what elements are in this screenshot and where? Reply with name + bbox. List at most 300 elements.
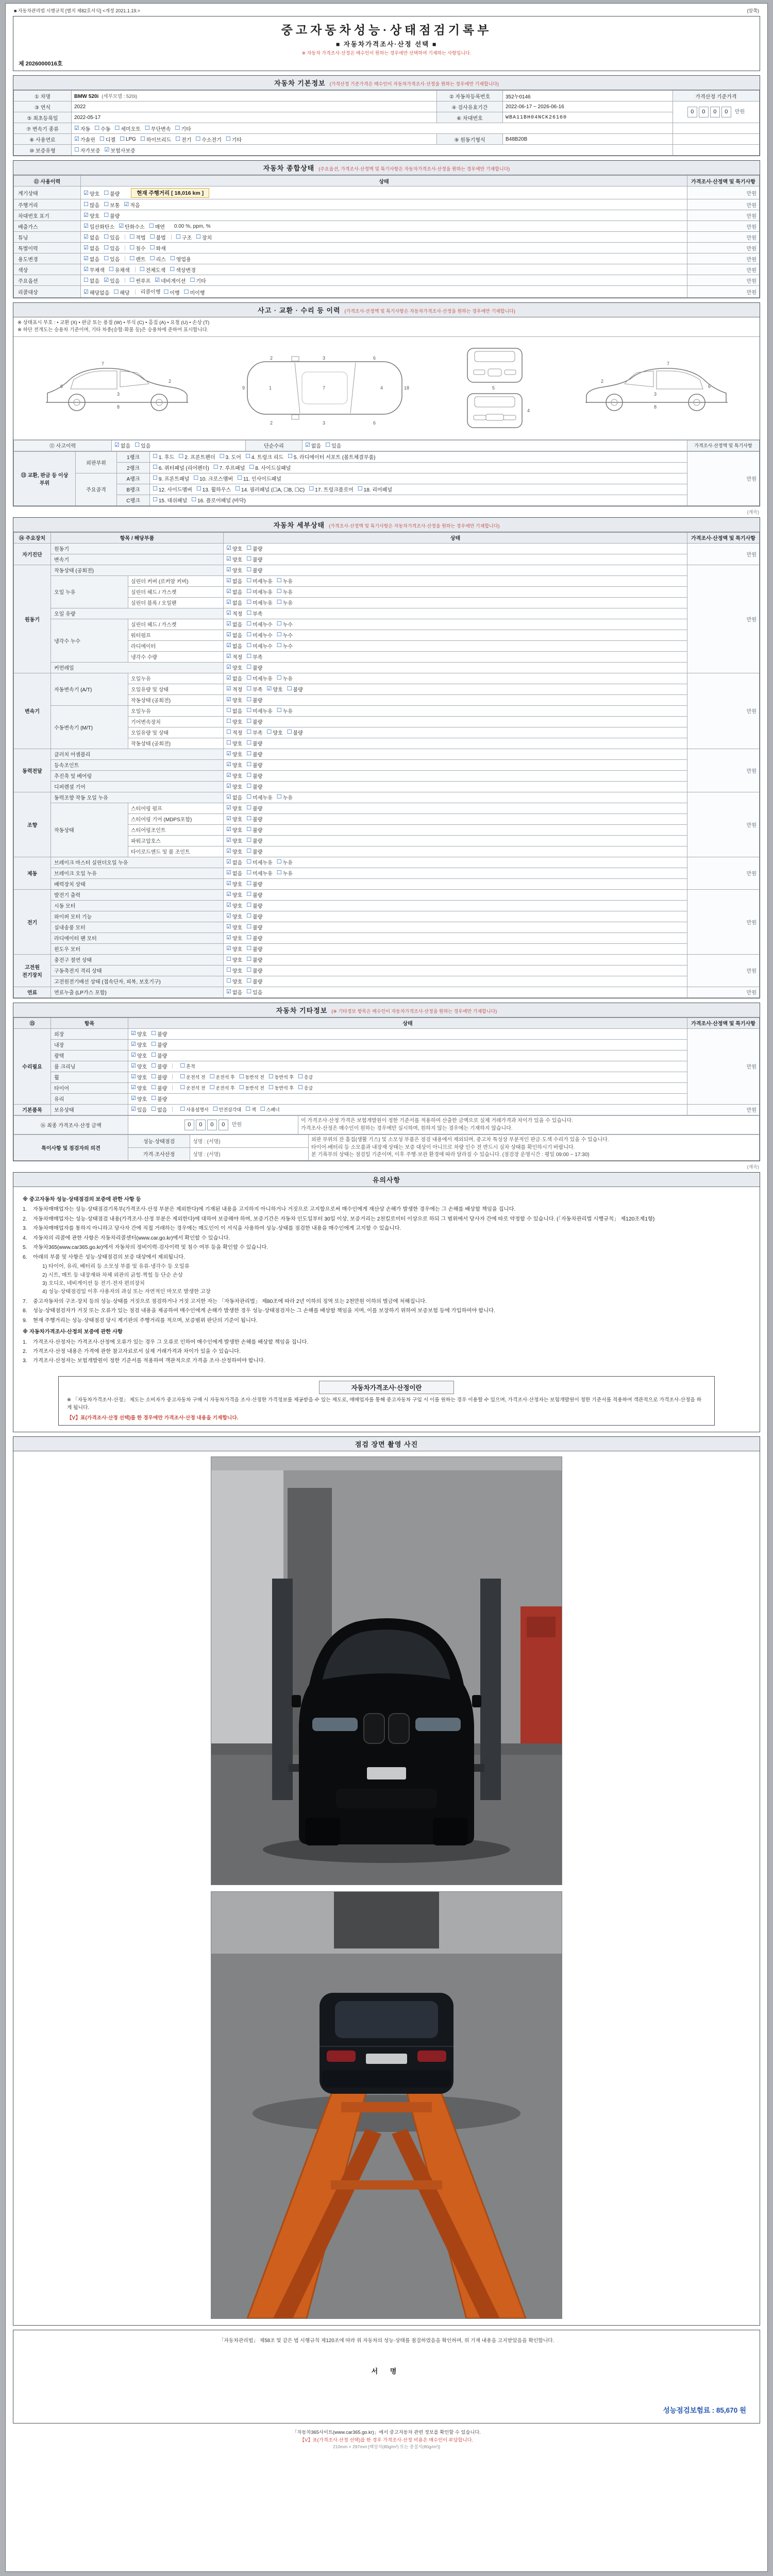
checkbox-icon: ☐: [135, 442, 140, 448]
checkbox-option[interactable]: ☐ 미세누유: [246, 859, 273, 866]
checkbox-option[interactable]: ☐ 미세누유: [246, 870, 273, 877]
checkbox-option[interactable]: ☑ 적정: [226, 653, 243, 660]
detail-state: [224, 911, 687, 922]
checkbox-option[interactable]: ☑ 있음: [131, 1106, 147, 1113]
checkbox-option[interactable]: ☐ 11. 인사이드패널: [237, 475, 281, 482]
checkbox-icon: ☐: [268, 1084, 274, 1091]
detail-item-label: 충전구 절연 상태: [51, 954, 224, 965]
checkbox-icon: ☐: [246, 729, 252, 735]
checkbox-option[interactable]: ☐ 디젤: [99, 135, 116, 143]
checkbox-option[interactable]: ☐ 적정: [226, 729, 243, 736]
checkbox-option[interactable]: ☐ 누유: [276, 794, 293, 801]
device-group-label: 자기진단: [14, 543, 51, 565]
checkbox-option[interactable]: ☐ 운전석 전: [180, 1074, 206, 1080]
checkbox-option[interactable]: ☐ 불량: [287, 729, 303, 736]
checkbox-option[interactable]: ☑ 양호: [226, 880, 243, 888]
detail-state: [224, 943, 687, 954]
checkbox-option[interactable]: ☐ 누유: [276, 588, 293, 596]
checkbox-option[interactable]: ☐ 불량: [151, 1074, 167, 1081]
checkbox-option[interactable]: ☐ 불량: [246, 891, 263, 899]
checkbox-option[interactable]: ☐ 불량: [246, 924, 263, 931]
checkbox-option[interactable]: ☐ 누유: [276, 599, 293, 606]
checkbox-option[interactable]: ☑ 없음: [226, 989, 243, 996]
checkbox-option[interactable]: ☐ 양호: [266, 729, 283, 736]
checkbox-option[interactable]: ☐ 운전석 후: [209, 1074, 235, 1080]
checkbox-icon: ☐: [246, 870, 252, 876]
checkbox-icon: ☐: [120, 135, 125, 142]
checkbox-option[interactable]: ☐ 불량: [246, 826, 263, 834]
checkbox-option[interactable]: ☐ 무단변속: [144, 125, 171, 132]
checkbox-option[interactable]: ☐ 미세누유: [246, 707, 273, 715]
checkbox-option[interactable]: ☐ 응급: [298, 1084, 313, 1091]
checkbox-option[interactable]: ☑ 양호: [226, 556, 243, 563]
checkbox-option[interactable]: ☑ 네비게이션: [155, 277, 186, 284]
checkbox-option[interactable]: ☑ 양호: [226, 697, 243, 704]
checkbox-option[interactable]: ☐ 동반석 전: [239, 1074, 264, 1080]
checkbox-option[interactable]: ☐ 12. 사이드멤버: [153, 486, 192, 493]
checkbox-option[interactable]: ☐ 누수: [276, 642, 293, 650]
checkbox-option[interactable]: ☐ 기타: [175, 125, 191, 132]
checkbox-option[interactable]: ☑ 가솔린: [74, 135, 95, 143]
checkbox-option[interactable]: ☐ 부족: [246, 653, 263, 660]
checkbox-option[interactable]: ☐ 불량: [104, 190, 120, 197]
checkbox-option[interactable]: ☐ 2. 프론트펜더: [178, 453, 215, 461]
checkbox-icon: ☐: [151, 1063, 157, 1069]
checkbox-option[interactable]: ☑ 있음: [104, 277, 120, 284]
detail-state: [224, 824, 687, 835]
checkbox-option[interactable]: ☐ 영업용: [170, 255, 191, 263]
checkbox-option[interactable]: ☐ 4. 트렁크 리드: [245, 453, 284, 461]
checkbox-option[interactable]: ☑ 양호: [226, 945, 243, 953]
checkbox-option[interactable]: ☐ 흔적: [180, 1063, 195, 1069]
checkbox-option[interactable]: ☐ 세미오토: [114, 125, 141, 132]
accident-history-label: ⑫ 사고이력: [14, 440, 112, 451]
checkbox-option[interactable]: ☑ 양호: [226, 816, 243, 823]
checkbox-option[interactable]: ☑ 적정: [226, 610, 243, 617]
checkbox-option[interactable]: ☑ 양호: [226, 805, 243, 812]
checkbox-option[interactable]: ☐ 5. 라디에이터 서포트 (볼트체결부품): [288, 453, 376, 461]
detail-state: [224, 759, 687, 770]
checkbox-option[interactable]: ☐ 불량: [246, 664, 263, 671]
detail-row: [14, 900, 760, 911]
checkbox-option[interactable]: ☐ 7. 루프패널: [213, 464, 245, 471]
checkbox-option[interactable]: ☐ 누수: [276, 632, 293, 639]
detail-price-cell: 만원: [687, 987, 760, 997]
checkbox-option[interactable]: ☑ 없음: [226, 588, 243, 596]
checkbox-option[interactable]: ☑ 없음: [226, 621, 243, 628]
checkbox-option[interactable]: ☐ 운전석 전: [180, 1084, 206, 1091]
checkbox-option[interactable]: ☐ 있음: [104, 233, 120, 241]
checkbox-option[interactable]: ☐ 불량: [246, 567, 263, 574]
checkbox-option[interactable]: ☐ 미세누수: [246, 642, 273, 650]
detail-state: [224, 694, 687, 705]
detail-item-label: 오일 유량: [51, 608, 224, 619]
price-survey-info-box: [58, 1376, 715, 1426]
checkbox-option[interactable]: ☐ 스패너: [260, 1106, 280, 1112]
checkbox-option[interactable]: ☐ 누유: [276, 870, 293, 877]
checkbox-icon: ☐: [260, 1106, 265, 1112]
checkbox-option[interactable]: ☑ 양호: [226, 902, 243, 909]
detail-condition-section: [13, 517, 760, 998]
checkbox-icon: ☑: [226, 664, 231, 670]
checkbox-option[interactable]: ☑ 일산화탄소: [83, 223, 115, 230]
checkbox-option[interactable]: ☐ 불량: [151, 1095, 167, 1103]
checkbox-option[interactable]: ☐ 미세누수: [246, 621, 273, 628]
checkbox-option[interactable]: ☐ 자가보증: [74, 146, 100, 154]
checkbox-option[interactable]: ☐ 누유: [276, 859, 293, 866]
checkbox-option[interactable]: ☐ 불량: [246, 902, 263, 909]
checkbox-option[interactable]: ☐ 안전삼각대: [212, 1106, 242, 1112]
detail-part-label: 워터펌프: [128, 630, 224, 640]
device-group-label: 연료: [14, 987, 51, 997]
checkbox-icon: ☑: [124, 201, 129, 208]
checkbox-option[interactable]: ☐ 15. 대쉬패널: [153, 497, 188, 504]
checkbox-option[interactable]: ☑ 양호: [226, 891, 243, 899]
checkbox-option[interactable]: ☑ 없음: [114, 442, 131, 449]
checkbox-icon: ☐: [246, 859, 252, 865]
checkbox-option[interactable]: ☑ 양호: [226, 772, 243, 779]
checkbox-option[interactable]: ☐ 미세누유: [246, 578, 273, 585]
checkbox-option[interactable]: ☐ 동반석 전: [239, 1084, 264, 1091]
checkbox-option[interactable]: ☐ 미세누유: [246, 794, 273, 801]
overall-condition-section: [13, 160, 760, 298]
checkbox-option[interactable]: ☐ 렌트: [129, 255, 146, 263]
other-group-label: 기본품목: [14, 1104, 51, 1115]
checkbox-option[interactable]: ☐ 리스: [149, 255, 166, 263]
checkbox-icon: ☑: [226, 610, 231, 616]
checkbox-option[interactable]: ☐ 불량: [246, 805, 263, 812]
checkbox-option[interactable]: ☐ 불량: [151, 1084, 167, 1092]
checkbox-option[interactable]: ☐ 장치: [196, 233, 212, 241]
checkbox-option[interactable]: ☐ 미세누유: [246, 588, 273, 596]
signature-label[interactable]: 서 명: [371, 2367, 402, 2375]
checkbox-icon: ☐: [196, 486, 201, 492]
overall-price-cell: 만원: [687, 232, 760, 243]
checkbox-option[interactable]: ☐ 있음: [246, 989, 263, 996]
checkbox-option[interactable]: ☑ 양호: [226, 664, 243, 671]
checkbox-option[interactable]: ☐ 미이행: [183, 289, 205, 296]
detail-item-label: 배력장치 상태: [51, 878, 224, 889]
checkbox-option[interactable]: ☑ 없음: [305, 442, 322, 449]
checkbox-option[interactable]: ☐ 불량: [104, 212, 120, 219]
checkbox-option[interactable]: ☑ 없음: [226, 675, 243, 682]
checkbox-option[interactable]: ☐ 불량: [151, 1052, 167, 1059]
checkbox-option[interactable]: ☑ 자동: [74, 125, 91, 132]
detail-row: [14, 868, 760, 878]
car-damage-diagram: [13, 337, 760, 440]
checkbox-option[interactable]: ☑ 없음: [83, 244, 100, 252]
checkbox-option[interactable]: ☐ 사용설명서: [180, 1106, 209, 1112]
checkbox-option[interactable]: ☐ 16. 플로어패널 (바닥): [191, 497, 246, 504]
checkbox-option[interactable]: ☐ 불량: [246, 761, 263, 769]
checkbox-option[interactable]: ☐ 불량: [246, 816, 263, 823]
checkbox-option[interactable]: ☑ 없음: [226, 794, 243, 801]
checkbox-icon: ☐: [129, 255, 135, 262]
svg-text:8: 8: [116, 404, 120, 410]
checkbox-option[interactable]: ☐ 양호: [226, 956, 243, 963]
checkbox-option[interactable]: ☐ 적법: [129, 233, 146, 241]
checkbox-option[interactable]: ☐ 불량: [246, 848, 263, 855]
checkbox-option[interactable]: ☑ 없음: [226, 859, 243, 866]
checkbox-option[interactable]: ☑ 양호: [266, 686, 283, 693]
checkbox-option[interactable]: ☑ 양호: [131, 1074, 147, 1081]
checkbox-option[interactable]: ☐ 수동: [94, 125, 111, 132]
checkbox-option[interactable]: ☑ 탄화수소: [119, 223, 145, 230]
overall-row-state: [81, 210, 687, 221]
checkbox-option[interactable]: ☐ 있음: [325, 442, 342, 449]
checkbox-option[interactable]: ☐ 10. 크로스멤버: [193, 475, 233, 482]
checkbox-option[interactable]: ☑ 양호: [226, 848, 243, 855]
checkbox-option[interactable]: ☑ 없음: [226, 642, 243, 650]
form-reference: ■ 자동차관리법 시행규칙 [별지 제82호서식] <개정 2021.1.19.>: [14, 8, 140, 13]
detail-item-label: 클러치 어셈블리: [51, 749, 224, 759]
checkbox-option[interactable]: ☐ 보통: [104, 201, 120, 209]
checkbox-option[interactable]: ☐ 이행: [163, 289, 180, 296]
checkbox-icon: ☐: [139, 266, 145, 273]
checkbox-option[interactable]: ☐ 불량: [151, 1063, 167, 1070]
checkbox-option[interactable]: ☐ 응급: [298, 1074, 313, 1080]
checkbox-option[interactable]: ☐ 14. 필러패널 (☐A, ☐B, ☐C): [235, 486, 305, 493]
checkbox-icon: ☐: [298, 1074, 303, 1080]
checkbox-option[interactable]: ☐ 구조: [175, 233, 192, 241]
detail-item-label: 냉각수 누수: [51, 619, 128, 662]
checkbox-option[interactable]: ☐ 매연: [148, 223, 165, 230]
checkbox-option[interactable]: ☑ 없음: [226, 870, 243, 877]
col-detail-price: 가격조사·산정액 및 특기사항: [687, 532, 760, 543]
checkbox-icon: ☐: [276, 859, 282, 865]
footer-line-2: 【V】표(가격조사·산정 선택)를 한 경우 가격조사·산정 비용은 매수인이 부담합니다.: [299, 2437, 474, 2443]
checkbox-option[interactable]: ☐ 미세누수: [246, 632, 273, 639]
checkbox-option[interactable]: ☑ 해당없음: [83, 289, 110, 296]
checkbox-option[interactable]: ☐ 유채색: [108, 266, 130, 274]
col-usage-history: ⑪ 사용이력: [14, 176, 81, 187]
checkbox-option[interactable]: ☑ 양호: [226, 935, 243, 942]
checkbox-icon: ☐: [219, 453, 225, 460]
checkbox-option[interactable]: ☑ 양호: [131, 1041, 147, 1048]
checkbox-icon: ☐: [239, 1074, 244, 1080]
continuation-mark: (계속): [747, 509, 759, 515]
panel-rank-row: [14, 473, 760, 484]
checkbox-option[interactable]: ☑ 적음: [124, 201, 140, 209]
detail-row: [14, 987, 760, 997]
rank-items: [150, 451, 687, 462]
checkbox-option[interactable]: ☐ 없음: [226, 707, 243, 715]
checkbox-icon: ☐: [170, 266, 175, 273]
overall-condition-title: 자동차 종합상태 (주요옵션, 가격조사·산정액 및 특기사항은 자동차가격조사·산정을 원하는 경우에만 기재합니다): [13, 161, 760, 175]
detail-state: [224, 554, 687, 565]
checkbox-option[interactable]: ☐ 6. 쿼터패널 (리어펜더): [153, 464, 209, 471]
checkbox-option[interactable]: ☐ 1. 후드: [153, 453, 175, 461]
svg-text:7: 7: [101, 361, 104, 366]
checkbox-option[interactable]: ☐ 화재: [149, 244, 166, 252]
checkbox-option[interactable]: ☐ 불량: [246, 751, 263, 758]
checkbox-icon: ☐: [246, 632, 252, 638]
checkbox-option[interactable]: ☐ 운전석 후: [209, 1084, 235, 1091]
checkbox-option[interactable]: ☐ 부족: [246, 610, 263, 617]
checkbox-option[interactable]: ☑ 양호: [131, 1095, 147, 1103]
checkbox-icon: ☐: [246, 967, 252, 973]
checkbox-option[interactable]: ☑ 적정: [226, 686, 243, 693]
checkbox-option[interactable]: ☐ 기타: [225, 135, 242, 143]
detail-price-cell: 만원: [687, 565, 760, 673]
checkbox-option[interactable]: ☑ 무채색: [83, 266, 105, 274]
checkbox-option[interactable]: ☐ 동반석 후: [268, 1084, 294, 1091]
detail-item-label: 변속기: [51, 554, 224, 565]
checkbox-option[interactable]: ☐ 13. 휠하우스: [196, 486, 231, 493]
overall-row-label: 튜닝: [14, 232, 81, 243]
checkbox-icon: ☐: [104, 233, 109, 240]
checkbox-option[interactable]: ☐ 해당: [113, 289, 130, 296]
checkbox-option[interactable]: ☐ 누유: [276, 578, 293, 585]
checkbox-option[interactable]: ☑ 양호: [226, 567, 243, 574]
other-item-label: 내장: [51, 1039, 128, 1050]
checkbox-icon: ☐: [149, 255, 155, 262]
checkbox-option[interactable]: ☐ 누유: [276, 707, 293, 715]
checkbox-option[interactable]: ☐ 잭: [245, 1106, 256, 1112]
checkbox-option[interactable]: ☑ 양호: [226, 837, 243, 844]
checkbox-icon: ☐: [246, 794, 252, 800]
checkbox-option[interactable]: ☐ 불량: [246, 740, 263, 747]
checkbox-icon: ☐: [191, 497, 197, 503]
car-side-view-left-icon: [40, 357, 194, 419]
checkbox-option[interactable]: ☐ 누수: [276, 621, 293, 628]
device-group-label: 원동기: [14, 565, 51, 673]
checkbox-option[interactable]: ☐ 미세누유: [246, 599, 273, 606]
damage-area-label: ⑬ 교환, 판금 등 이상 부위: [14, 451, 76, 505]
note-line: 가격조사·산정은 매수인이 원하는 경우에만 실시하며, 원하지 않는 경우에는 기재하지 않습니다.: [301, 1125, 513, 1131]
checkbox-option[interactable]: ☐ 17. 트렁크플로어: [309, 486, 354, 493]
checkbox-icon: ☑: [74, 125, 79, 131]
checkbox-option[interactable]: ☐ 8. 사이드실패널: [249, 464, 291, 471]
checkbox-option[interactable]: ☑ 양호: [131, 1030, 147, 1038]
checkbox-icon: ☐: [246, 621, 252, 627]
checkbox-option[interactable]: ☑ 없음: [226, 599, 243, 606]
checkbox-option[interactable]: ☐ 누유: [276, 675, 293, 682]
opinion-appraiser-signature[interactable]: 성명 : (서명): [190, 1147, 309, 1160]
checkbox-option[interactable]: ☐ 있음: [104, 255, 120, 263]
checkbox-option[interactable]: ☐ 불량: [246, 545, 263, 552]
opinion-inspector-signature[interactable]: 성명 : (서명): [190, 1134, 309, 1147]
note-line: 이 가격조사·산정 가격은 보험개발원이 정한 기준서를 적용하여 산출한 금액으로 실제 거래가격과 차이가 있을 수 있습니다.: [301, 1118, 574, 1124]
checkbox-icon: ☐: [180, 1063, 186, 1069]
checkbox-option[interactable]: ☐ 하이브리드: [140, 135, 172, 143]
checkbox-icon: ☑: [83, 190, 89, 196]
checkbox-option[interactable]: ☐ 불량: [151, 1041, 167, 1048]
checkbox-option[interactable]: ☐ 불량: [246, 935, 263, 942]
notice-item: 6. 아래의 부품 및 사항은 성능·상태점검의 보증 대상에서 제외됩니다.: [23, 1254, 185, 1260]
checkbox-option[interactable]: ☑ 양호: [83, 212, 100, 219]
checkbox-icon: ☐: [83, 277, 89, 283]
rank-label: C랭크: [117, 495, 150, 505]
checkbox-option[interactable]: ☐ 불량: [151, 1030, 167, 1038]
checkbox-option[interactable]: ☐ 없음: [151, 1106, 167, 1113]
checkbox-option[interactable]: ☐ 불량: [246, 956, 263, 963]
checkbox-option[interactable]: ☐ 9. 프론트패널: [153, 475, 190, 482]
checkbox-option[interactable]: ☐ 전기: [175, 135, 192, 143]
checkbox-option[interactable]: ☑ 양호: [226, 924, 243, 931]
checkbox-option[interactable]: ☐ 양호: [226, 718, 243, 725]
col-price: 가격조사·산정액 및 특기사항: [687, 176, 760, 187]
checkbox-option[interactable]: ☑ 없음: [83, 233, 100, 241]
checkbox-option[interactable]: ☐ 불량: [246, 772, 263, 779]
col-other-no: ⑮: [14, 1018, 51, 1028]
checkbox-option[interactable]: ☐ 많음: [83, 201, 100, 209]
checkbox-option[interactable]: ☐ 18. 리어패널: [357, 486, 392, 493]
checkbox-option[interactable]: ☐ 불량: [287, 686, 303, 693]
checkbox-option[interactable]: ☑ 없음: [226, 632, 243, 639]
checkbox-option[interactable]: ☐ 미세누유: [246, 675, 273, 682]
detail-state: [224, 575, 687, 586]
detail-item-label: 시동 모터: [51, 900, 224, 911]
checkbox-option[interactable]: ☐ 불량: [246, 718, 263, 725]
checkbox-option[interactable]: ☐ 양호: [226, 967, 243, 974]
checkbox-option[interactable]: ☑ 양호: [226, 913, 243, 920]
checkbox-option[interactable]: ☐ 3. 도어: [219, 453, 241, 461]
checkbox-option[interactable]: ☐ 동반석 후: [268, 1074, 294, 1080]
checkbox-option[interactable]: ☐ 침수: [129, 244, 146, 252]
checkbox-option[interactable]: ☐ 불량: [246, 945, 263, 953]
checkbox-option[interactable]: ☑ 양호: [131, 1052, 147, 1059]
checkbox-option[interactable]: ☑ 없음: [83, 255, 100, 263]
checkbox-option[interactable]: ☐ 양호: [226, 978, 243, 985]
checkbox-option[interactable]: ☐ 불량: [246, 978, 263, 985]
checkbox-option[interactable]: ☐ 없음: [83, 277, 100, 284]
checkbox-option[interactable]: ☑ 없음: [226, 578, 243, 585]
checkbox-option[interactable]: ☑ 양호: [226, 783, 243, 790]
notice-body: [13, 1187, 760, 1370]
checkbox-option[interactable]: ☐ 불량: [246, 967, 263, 974]
panel-rank-table: [13, 451, 760, 506]
checkbox-option[interactable]: ☑ 양호: [226, 761, 243, 769]
notice-subitem: 3) 오디오, 네비게이션 등 전기·전자 편의장치: [42, 1280, 145, 1286]
checkbox-option[interactable]: ☑ 양호: [226, 545, 243, 552]
other-info-title: 자동차 기타정보 (※ 기타정보 항목은 매수인이 자동차가격조사·산정을 원하는 경우에만 기재합니다): [13, 1003, 760, 1018]
checkbox-option[interactable]: ☐ 불량: [246, 697, 263, 704]
checkbox-option[interactable]: ☐ 색상변경: [170, 266, 196, 274]
checkbox-option[interactable]: ☐ 부족: [246, 729, 263, 736]
checkbox-option[interactable]: ☐ 수소전기: [195, 135, 222, 143]
checkbox-option[interactable]: ☐ 양호: [226, 740, 243, 747]
checkbox-option[interactable]: ☐ 불량: [246, 556, 263, 563]
checkbox-option[interactable]: ☑ 양호: [131, 1084, 147, 1092]
checkbox-icon: ☐: [104, 190, 109, 196]
checkbox-option[interactable]: ☐ 불량: [246, 783, 263, 790]
checkbox-option[interactable]: ☑ 양호: [131, 1063, 147, 1070]
checkbox-option[interactable]: ☐ 썬루프: [129, 277, 151, 284]
overall-row: [14, 199, 760, 210]
checkbox-option[interactable]: ☑ 보험사보증: [104, 146, 136, 154]
checkbox-option[interactable]: ☐ 있음: [135, 442, 151, 449]
warranty-options: [72, 145, 673, 156]
checkbox-option[interactable]: ☐ 불량: [246, 913, 263, 920]
checkbox-option[interactable]: ☐ 불량: [246, 880, 263, 888]
checkbox-option[interactable]: ☐ LPG: [120, 135, 136, 142]
checkbox-icon: ☐: [245, 453, 250, 460]
signature-section: [13, 2330, 760, 2424]
checkbox-icon: ☐: [195, 135, 201, 142]
checkbox-option[interactable]: ☐ 기타: [190, 277, 206, 284]
checkbox-option[interactable]: ☐ 불량: [246, 837, 263, 844]
car-front-rear-view-icon: [456, 344, 533, 432]
checkbox-option[interactable]: ☑ 양호: [83, 190, 100, 197]
checkbox-option[interactable]: ☑ 양호: [226, 826, 243, 834]
checkbox-option[interactable]: ☐ 전체도색: [139, 266, 166, 274]
checkbox-option[interactable]: ☐ 부족: [246, 686, 263, 693]
checkbox-option[interactable]: ☑ 양호: [226, 751, 243, 758]
checkbox-option[interactable]: ☐ 불법: [149, 233, 166, 241]
overall-row-label: 색상: [14, 264, 81, 275]
checkbox-option[interactable]: ☐ 있음: [104, 244, 120, 252]
